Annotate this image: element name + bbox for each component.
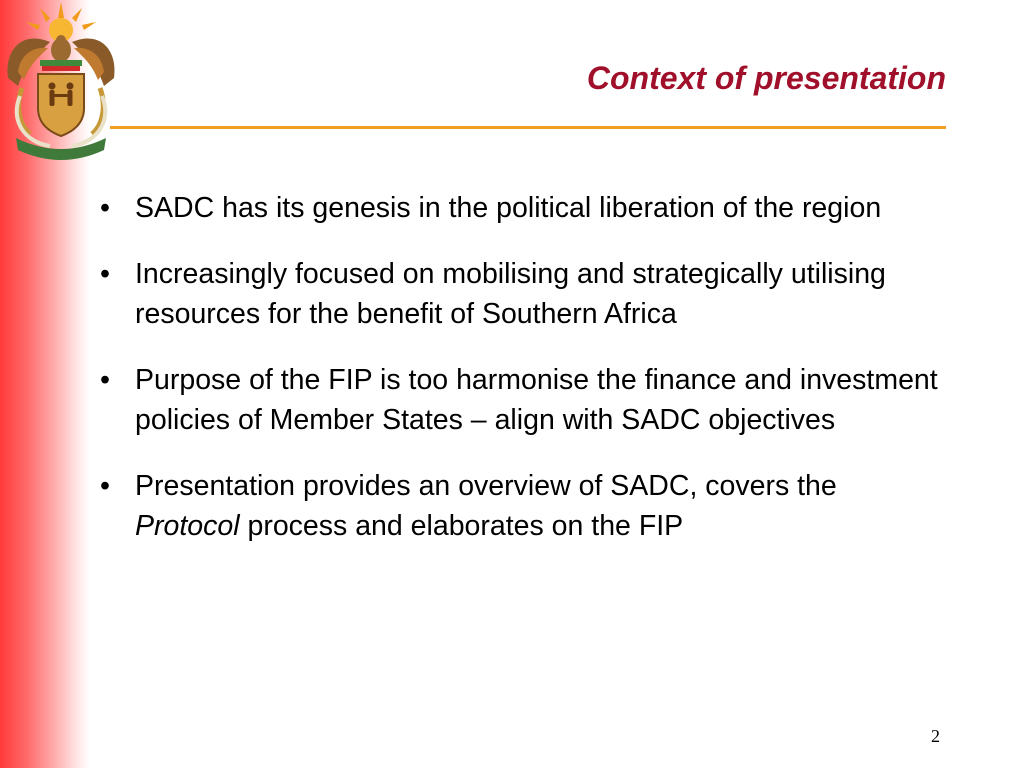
bullet-marker: •	[100, 470, 110, 502]
page-number: 2	[931, 726, 940, 746]
bullet-item	[100, 254, 940, 334]
bullet-marker: •	[100, 192, 110, 224]
bullet-text-before: Presentation provides an overview of SADC, covers the	[135, 470, 837, 502]
bullet-text: SADC has its genesis in the political liberation of the region	[135, 192, 882, 224]
bullet-marker: •	[100, 364, 110, 396]
bullet-item	[100, 466, 940, 546]
coat-of-arms-icon	[0, 0, 122, 160]
bullet-text-italic: Protocol	[135, 510, 240, 542]
bullet-item	[100, 188, 940, 228]
slide-title: Context of presentation	[586, 60, 946, 96]
bullet-marker: •	[100, 258, 110, 290]
title-underline	[110, 126, 946, 129]
bullet-list	[100, 188, 940, 572]
bullet-text: Increasingly focused on mobilising and strategically utilising resources for the benefit of Southern Africa	[135, 258, 886, 330]
bullet-item	[100, 360, 940, 440]
bullet-text: Purpose of the FIP is too harmonise the finance and investment policies of Member States – align with SADC objectives	[135, 364, 938, 436]
bullet-text-after: process and elaborates on the FIP	[239, 510, 684, 542]
